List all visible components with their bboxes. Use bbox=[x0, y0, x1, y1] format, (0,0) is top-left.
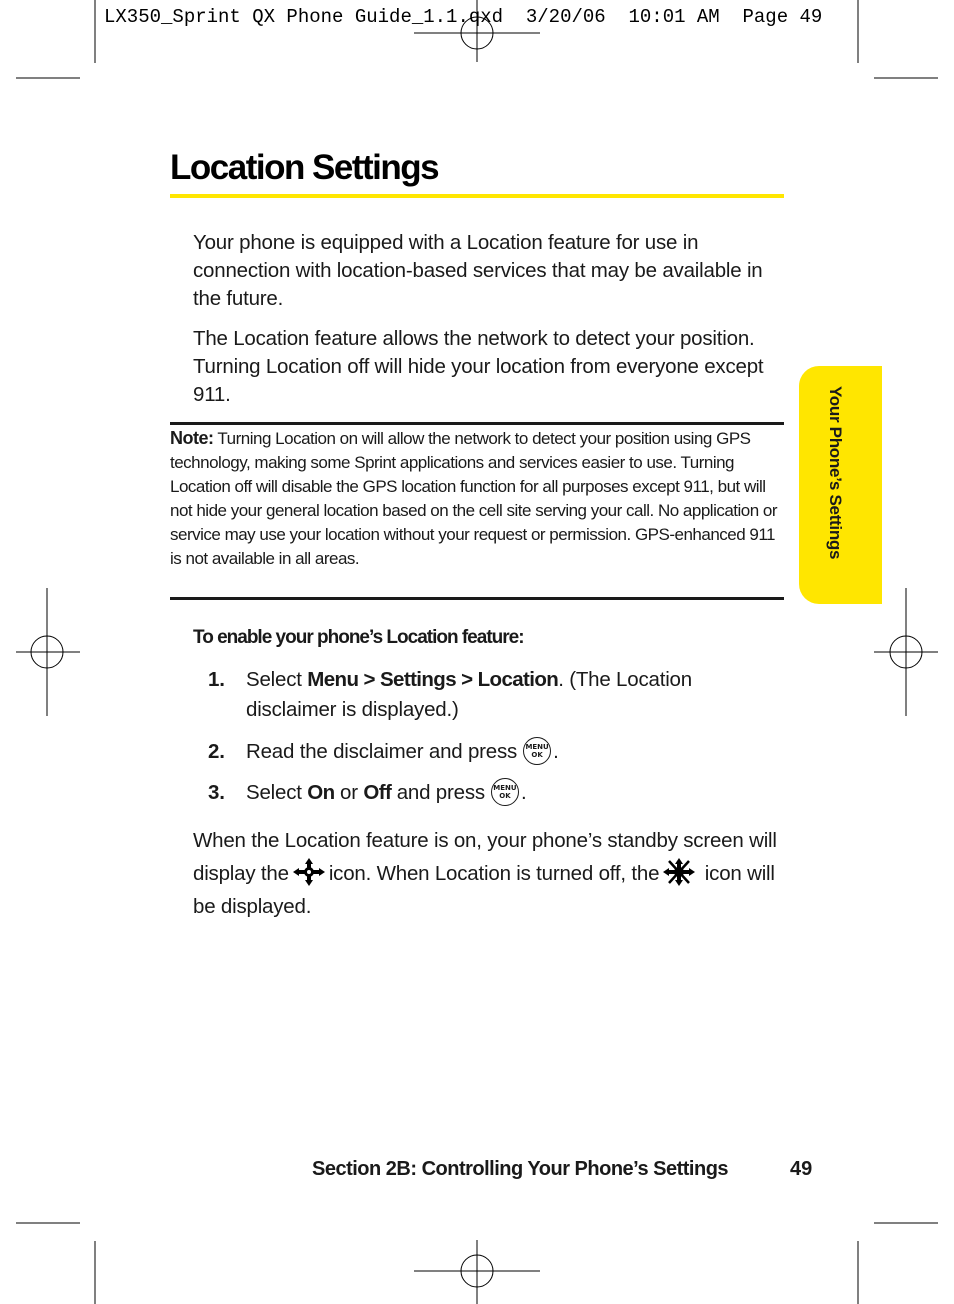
closing-text-1: When the Location feature is on, your phone’s standby screen will display the bbox=[193, 829, 777, 885]
intro-paragraph-1: Your phone is equipped with a Location feature for use in connection with location-based services that may be available in the future. bbox=[193, 231, 763, 310]
page-title: Location Settings bbox=[170, 148, 439, 187]
option-off: Off bbox=[363, 781, 392, 804]
closing-text-3: icon will be displayed. bbox=[193, 862, 775, 918]
step-text-end: . bbox=[520, 781, 527, 804]
step-text-end: . bbox=[553, 740, 559, 763]
step-text-mid: or bbox=[334, 781, 364, 804]
note-bottom-rule bbox=[170, 597, 784, 600]
menu-key-line2: OK bbox=[531, 750, 543, 759]
menu-ok-key-icon bbox=[523, 737, 551, 765]
menu-path: Menu > Settings > Location bbox=[307, 668, 559, 691]
step-3 bbox=[208, 778, 768, 808]
step-1 bbox=[208, 665, 768, 725]
step-number: 1. bbox=[208, 668, 225, 691]
step-number: 3. bbox=[208, 781, 225, 804]
title-underline bbox=[170, 194, 784, 198]
location-off-icon bbox=[663, 858, 695, 886]
step-text-pre: Select bbox=[246, 781, 308, 804]
print-slug: LX350_Sprint QX Phone Guide_1.1.qxd 3/20/06 10:01 AM Page 49 bbox=[104, 6, 823, 28]
note-text: Turning Location on will allow the network to detect your position using GPS technology, making some Sprint applications and services easier to use. Turning Location off will disable the GPS location function for all purposes except 911, but will not hide your general location based on the cell site serving your call. No application or service may use your location without your request or permission. GPS-enhanced 911 is not available in all areas. bbox=[170, 429, 778, 568]
footer-section-title: Section 2B: Controlling Your Phone’s Settings bbox=[312, 1158, 729, 1180]
note-label: Note: bbox=[170, 428, 214, 448]
menu-key-line1: MENU bbox=[525, 742, 549, 751]
menu-ok-key-icon bbox=[491, 778, 519, 806]
menu-key-line1: MENU bbox=[493, 783, 517, 792]
closing-paragraph bbox=[193, 824, 783, 923]
step-text bbox=[246, 737, 768, 767]
step-text bbox=[246, 665, 768, 725]
step-text bbox=[246, 778, 768, 808]
step-number: 2. bbox=[208, 740, 225, 763]
option-on: On bbox=[307, 781, 335, 804]
procedure-heading: To enable your phone’s Location feature: bbox=[193, 627, 524, 648]
page-number: 49 bbox=[790, 1158, 813, 1180]
note-block bbox=[170, 426, 784, 571]
menu-key-line2: OK bbox=[499, 791, 511, 800]
location-on-icon bbox=[293, 858, 325, 886]
step-text-post: . (The Location disclaimer is displayed.) bbox=[246, 668, 692, 721]
step-text-post: and press bbox=[391, 781, 485, 804]
intro-paragraph-2: The Location feature allows the network to detect your position. Turning Location off will hide your location from everyone except 911. bbox=[193, 327, 764, 406]
closing-text-2: icon. When Location is turned off, the bbox=[328, 862, 660, 885]
side-tab-label: Your Phone’s Settings bbox=[826, 386, 845, 560]
step-text-main: Read the disclaimer and press bbox=[246, 740, 518, 763]
step-2 bbox=[208, 737, 768, 767]
note-top-rule bbox=[170, 422, 784, 425]
step-text-pre: Select bbox=[246, 668, 308, 691]
section-side-tab bbox=[799, 366, 882, 604]
